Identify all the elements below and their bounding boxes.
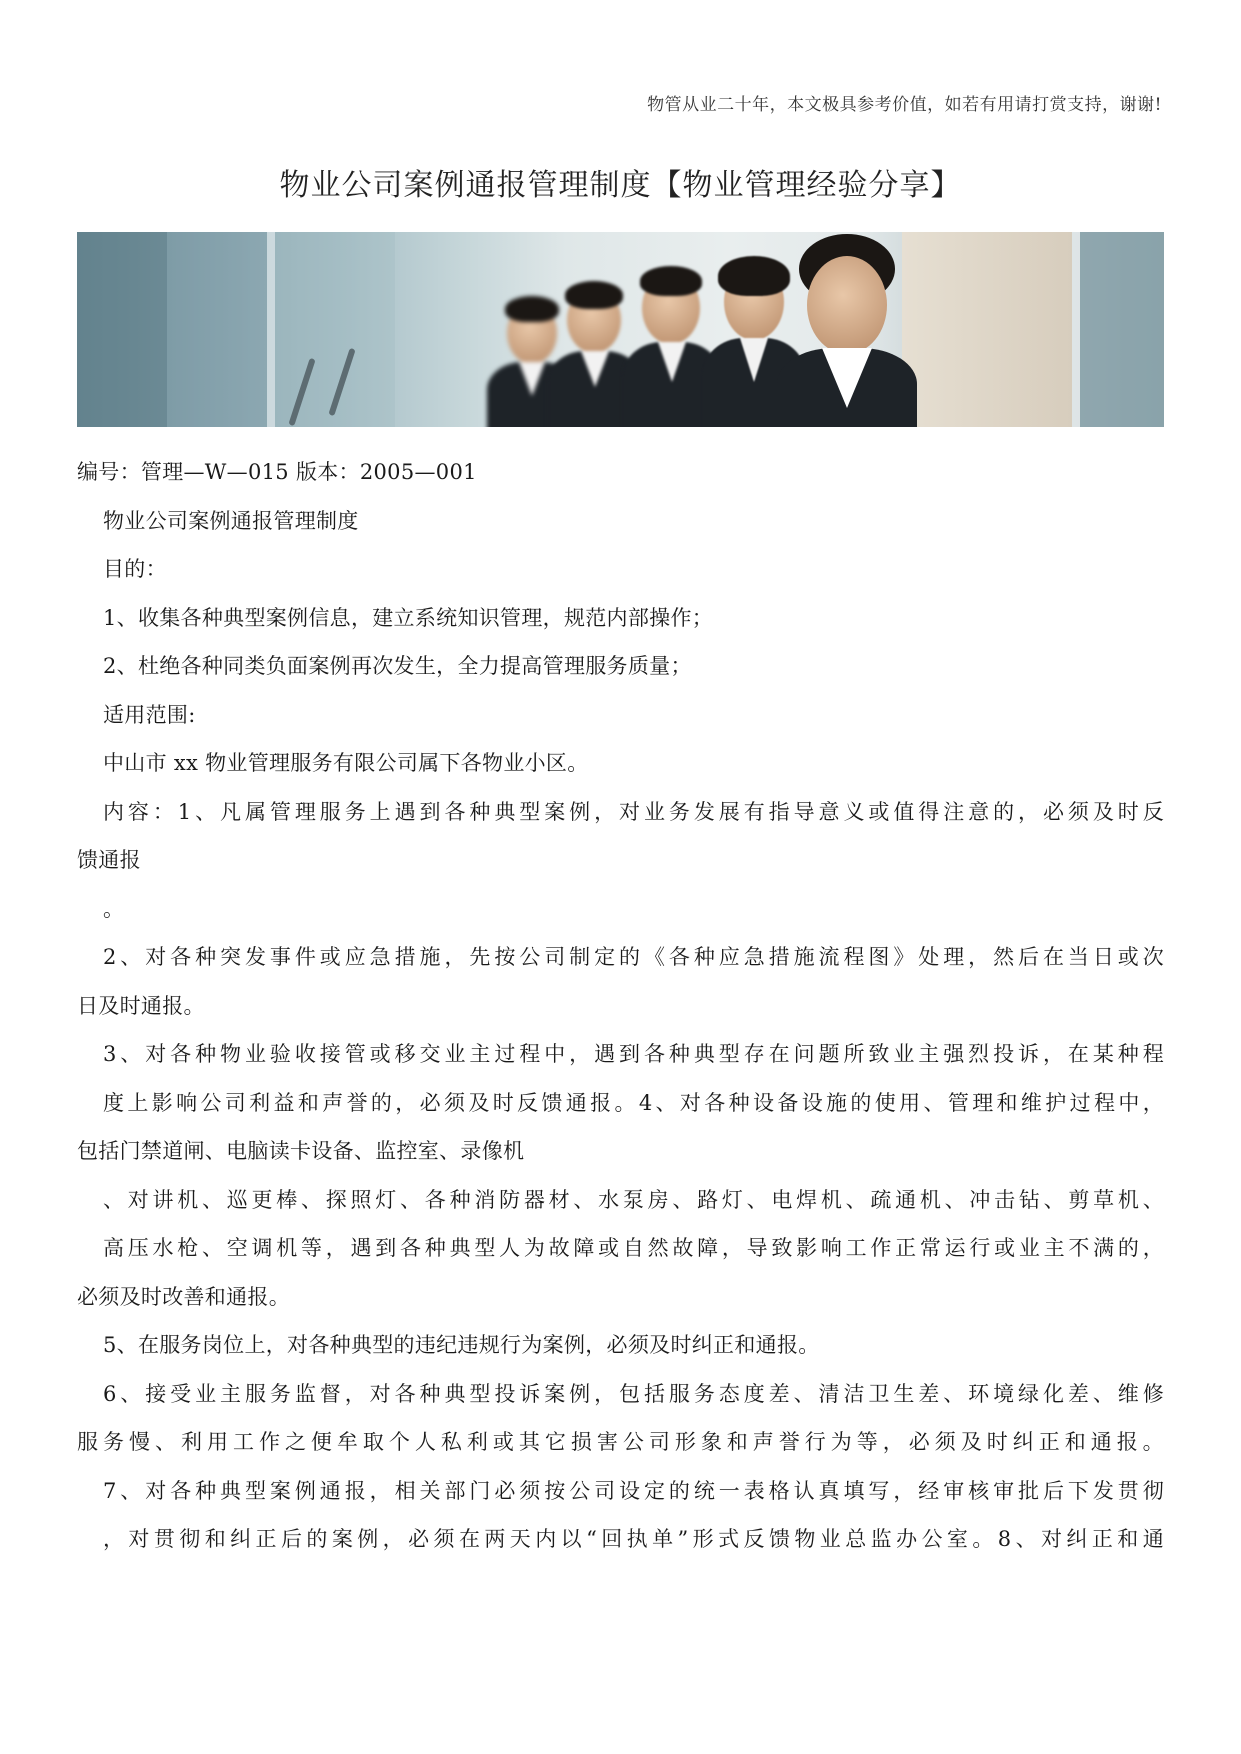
banner-panel (1080, 232, 1164, 427)
body-line: 高压水枪、空调机等，遇到各种典型人为故障或自然故障，导致影响工作正常运行或业主不满的， (103, 1236, 1164, 1260)
banner-image (77, 232, 1164, 427)
header-note: 物管从业二十年，本文极具参考价值，如若有用请打赏支持，谢谢! (647, 95, 1162, 115)
body-line: ，对贯彻和纠正后的案例，必须在两天内以“回执单”形式反馈物业总监办公室。8、对纠正和通 (103, 1527, 1164, 1551)
body-line: 。 (103, 896, 125, 921)
banner-panel (167, 232, 267, 427)
document-body (77, 448, 1164, 1564)
body-line: 2、对各种突发事件或应急措施，先按公司制定的《各种应急措施流程图》处理，然后在当日或次 (103, 945, 1164, 969)
section-heading: 目的： (103, 557, 167, 581)
doc-number-line: 编号：管理—W—015 版本：2005—001 (77, 460, 477, 484)
body-line: 6、接受业主服务监督，对各种典型投诉案例，包括服务态度差、清洁卫生差、环境绿化差、维修 (103, 1381, 1164, 1406)
body-line: 5、在服务岗位上，对各种典型的违纪违规行为案例，必须及时纠正和通报。 (103, 1333, 820, 1357)
body-line: 1、收集各种典型案例信息，建立系统知识管理，规范内部操作； (103, 605, 714, 630)
body-line: 2、杜绝各种同类负面案例再次发生，全力提高管理服务质量； (103, 654, 692, 678)
body-line: 、对讲机、巡更棒、探照灯、各种消防器材、水泵房、路灯、电焊机、疏通机、冲击钻、剪草机、 (103, 1187, 1164, 1212)
body-line: 馈通报 (77, 848, 141, 872)
body-line: 服务慢、利用工作之便牟取个人私利或其它损害公司形象和声誉行为等，必须及时纠正和通报。 (77, 1430, 1164, 1454)
body-line: 中山市 xx 物业管理服务有限公司属下各物业小区。 (103, 751, 589, 775)
body-line: 度上影响公司利益和声誉的，必须及时反馈通报。4、对各种设备设施的使用、管理和维护过程中， (103, 1090, 1164, 1115)
body-line: 内容：1、凡属管理服务上遇到各种典型案例，对业务发展有指导意义或值得注意的，必须及时反 (103, 799, 1164, 824)
body-line: 包括门禁道闸、电脑读卡设备、监控室、录像机 (77, 1139, 525, 1163)
banner-panel (902, 232, 1072, 427)
section-heading: 适用范围: (103, 702, 196, 727)
body-line: 必须及时改善和通报。 (77, 1284, 290, 1309)
banner-panel (267, 232, 275, 427)
document-title: 物业公司案例通报管理制度【物业管理经验分享】 (279, 168, 962, 203)
body-line: 日及时通报。 (77, 993, 205, 1018)
body-line: 7、对各种典型案例通报，相关部门必须按公司设定的统一表格认真填写，经审核审批后下发贯彻 (103, 1478, 1164, 1503)
body-line: 3、对各种物业验收接管或移交业主过程中，遇到各种典型存在问题所致业主强烈投诉，在某种程 (103, 1042, 1164, 1066)
body-line: 物业公司案例通报管理制度 (103, 508, 359, 533)
banner-panel (77, 232, 167, 427)
banner-panel (1072, 232, 1080, 427)
person-figure (777, 238, 917, 427)
